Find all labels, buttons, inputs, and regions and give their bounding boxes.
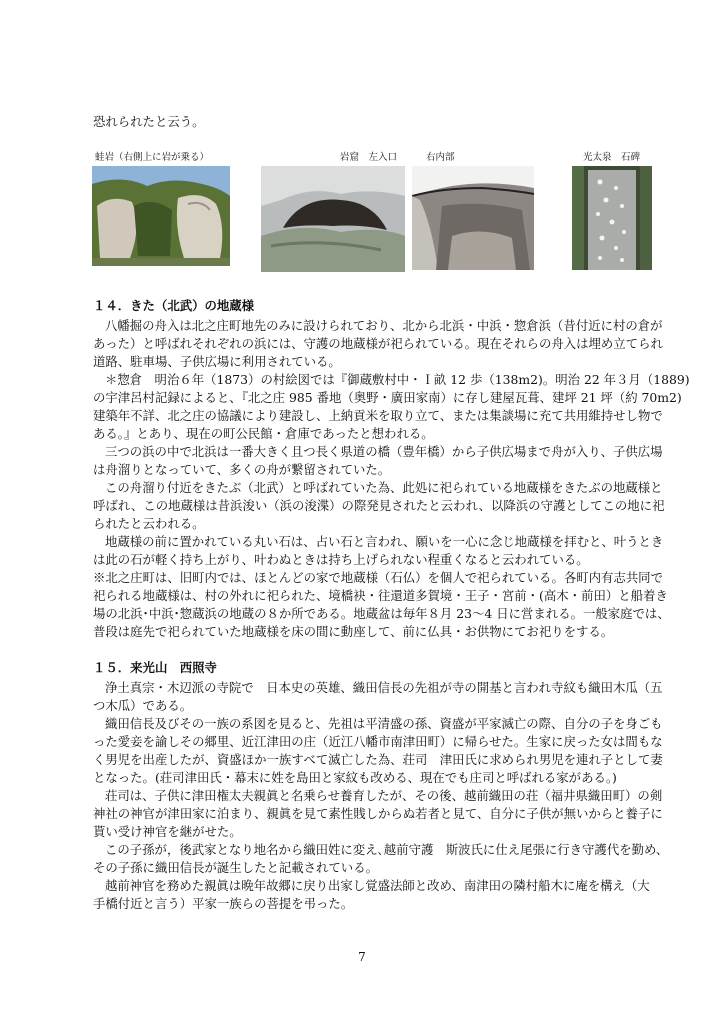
section-14-line: られたと云われる。 <box>93 516 205 531</box>
section-15-line: つ木瓜）である。 <box>93 698 193 713</box>
kotaisen-stone-monument-photo <box>572 166 652 270</box>
continuation-line: 恐れられたと云う。 <box>93 114 205 129</box>
page-number: 7 <box>358 950 366 964</box>
section-14-line: 道路、駐車場、子供広場に利用されている。 <box>93 354 341 369</box>
section-14-line: の宇津呂村記録によると、『北之庄 985 番地（奥野・廣田家南）に存し建屋瓦葺、建坪 21 坪（約 70m2) <box>93 390 682 405</box>
section-14-line: 祀られる地蔵様は、村の外れに祀られた、境橋袂・往還道多賀境・王子・宮前・(高木・前田）と船着き <box>93 588 668 603</box>
caption-cave-inside: 右内部 <box>426 152 455 163</box>
section-14-line: 地蔵様の前に置かれている丸い石は、占い石と言われ、願いを一心に念じ地蔵様を拝むと、叶うとき <box>105 534 664 549</box>
section-14-line: ある。』とあり、現在の町公民館・倉庫であったと想われる。 <box>93 426 434 441</box>
section-14-line: 呼ばれ、この地蔵様は昔浜浚い（浜の浚渫）の際発見されたと云われ、以降浜の守護としてこの地に祀 <box>93 498 665 513</box>
section-15-line: 荘司は、子供に津田権太夫親眞と名乗らせ養育したが、その後、越前織田の荘（福井県織田町）の剣 <box>105 788 663 803</box>
section-14-line: 三つの浜の中で北浜は一番大きく且つ長く県道の橋（豊年橋）から子供広場まで舟が入り、子供広場 <box>105 444 663 459</box>
section-14-line: は此の石が軽く持ち上がり、叶わぬときは持ち上げられない程重くなると云われている。 <box>93 552 589 567</box>
section-14-line: 普段は庭先で祀られていた地蔵様を床の間に動座して、前に仏具・お供物にてお祀りをする。 <box>93 624 614 639</box>
section-14-line: ※北之庄町は、旧町内では、ほとんどの家で地蔵様（石仏）を個人で祀られている。各町内有志共同で <box>93 570 663 585</box>
section-14-line: 場の北浜･中浜･惣蔵浜の地蔵の８か所である。地蔵盆は毎年８月 23〜4 日に営まれる。一般家庭では、 <box>93 606 670 621</box>
section-14-heading: １４．きた（北武）の地蔵様 <box>93 298 255 313</box>
section-15-line: となった。(荘司津田氏・幕末に姓を島田と家紋も改める、現在でも庄司と呼ばれる家がある。) <box>93 770 617 785</box>
section-14-line: あった）と呼ばれそれぞれの浜には、守護の地蔵様が祀られている。現在それらの舟入は埋め立てられ <box>93 336 663 351</box>
section-15-line: 貰い受け神官を継がせた。 <box>93 824 242 839</box>
section-15-heading: １５．来光山 西照寺 <box>93 660 217 675</box>
section-15-line: この子孫が，後武家となり地名から織田姓に変え､越前守護 斯波氏に仕え尾張に行き守護代を勤め、 <box>105 842 669 857</box>
section-14-line: は舟溜りとなっていて、多くの舟が繋留されていた。 <box>93 462 391 477</box>
section-15-line: 浄土真宗・木辺派の寺院で 日本史の英雄、織田信長の先祖が寺の開基と言われ寺紋も織田木瓜（五 <box>105 680 663 695</box>
section-15-line: った愛妾を諭しその郷里、近江津田の庄（近江八幡市南津田町）に帰らせた。生家に戻った女は間もな <box>93 734 663 749</box>
frog-rock-photo <box>92 166 230 266</box>
section-14-line: この舟溜り付近をきたぶ（北武）と呼ばれていた為、此処に祀られている地蔵様をきたぶの地蔵様と <box>105 480 663 495</box>
section-15-line: 神社の神官が津田家に泊まり、親眞を見て素性賎しからぬ若者と見て、自分に子供が無いからと養子に <box>93 806 663 821</box>
section-14-line: 八幡掘の舟入は北之庄町地先のみに設けられており、北から北浜・中浜・惣倉浜（昔付近に村の倉が <box>105 318 663 333</box>
section-14-line: 建築年不詳、北之庄の協議により建設し、上納貢米を取り立て、または集談場に充て共用維持せし物で <box>93 408 663 423</box>
caption-cave-entrance: 岩窟 左入口 <box>340 152 398 163</box>
section-15-line: 越前神官を務めた親眞は晩年故郷に戻り出家し覚盛法師と改め、南津田の隣村船木に庵を構え（大 <box>105 878 650 893</box>
caption-kotaisen: 光太泉 石碑 <box>583 152 641 163</box>
section-14-line: ＊惣倉 明治６年（1873）の村絵図では『御蔵敷村中・Ｉ畝 12 歩（138m2)。明治 22 年３月（1889) <box>105 372 690 387</box>
section-15-line: 手橋付近と言う）平家一族らの菩提を弔った。 <box>93 896 354 911</box>
section-15-line: その子孫に織田信長が誕生したと記載されている。 <box>93 860 378 875</box>
caption-frog-rock: 蛙岩（右側上に岩が乗る） <box>95 152 210 163</box>
section-15-line: 織田信長及びその一族の系図を見ると、先祖は平清盛の孫、資盛が平家滅亡の際、自分の子を身ごも <box>105 716 663 731</box>
section-15-line: く男児を出産したが、資盛ほか一族すべて滅亡した為、荘司 津田氏に求められ男児を連れ子として妻 <box>93 752 663 767</box>
cave-inside-photo <box>412 166 534 270</box>
cave-entrance-photo <box>261 166 405 272</box>
